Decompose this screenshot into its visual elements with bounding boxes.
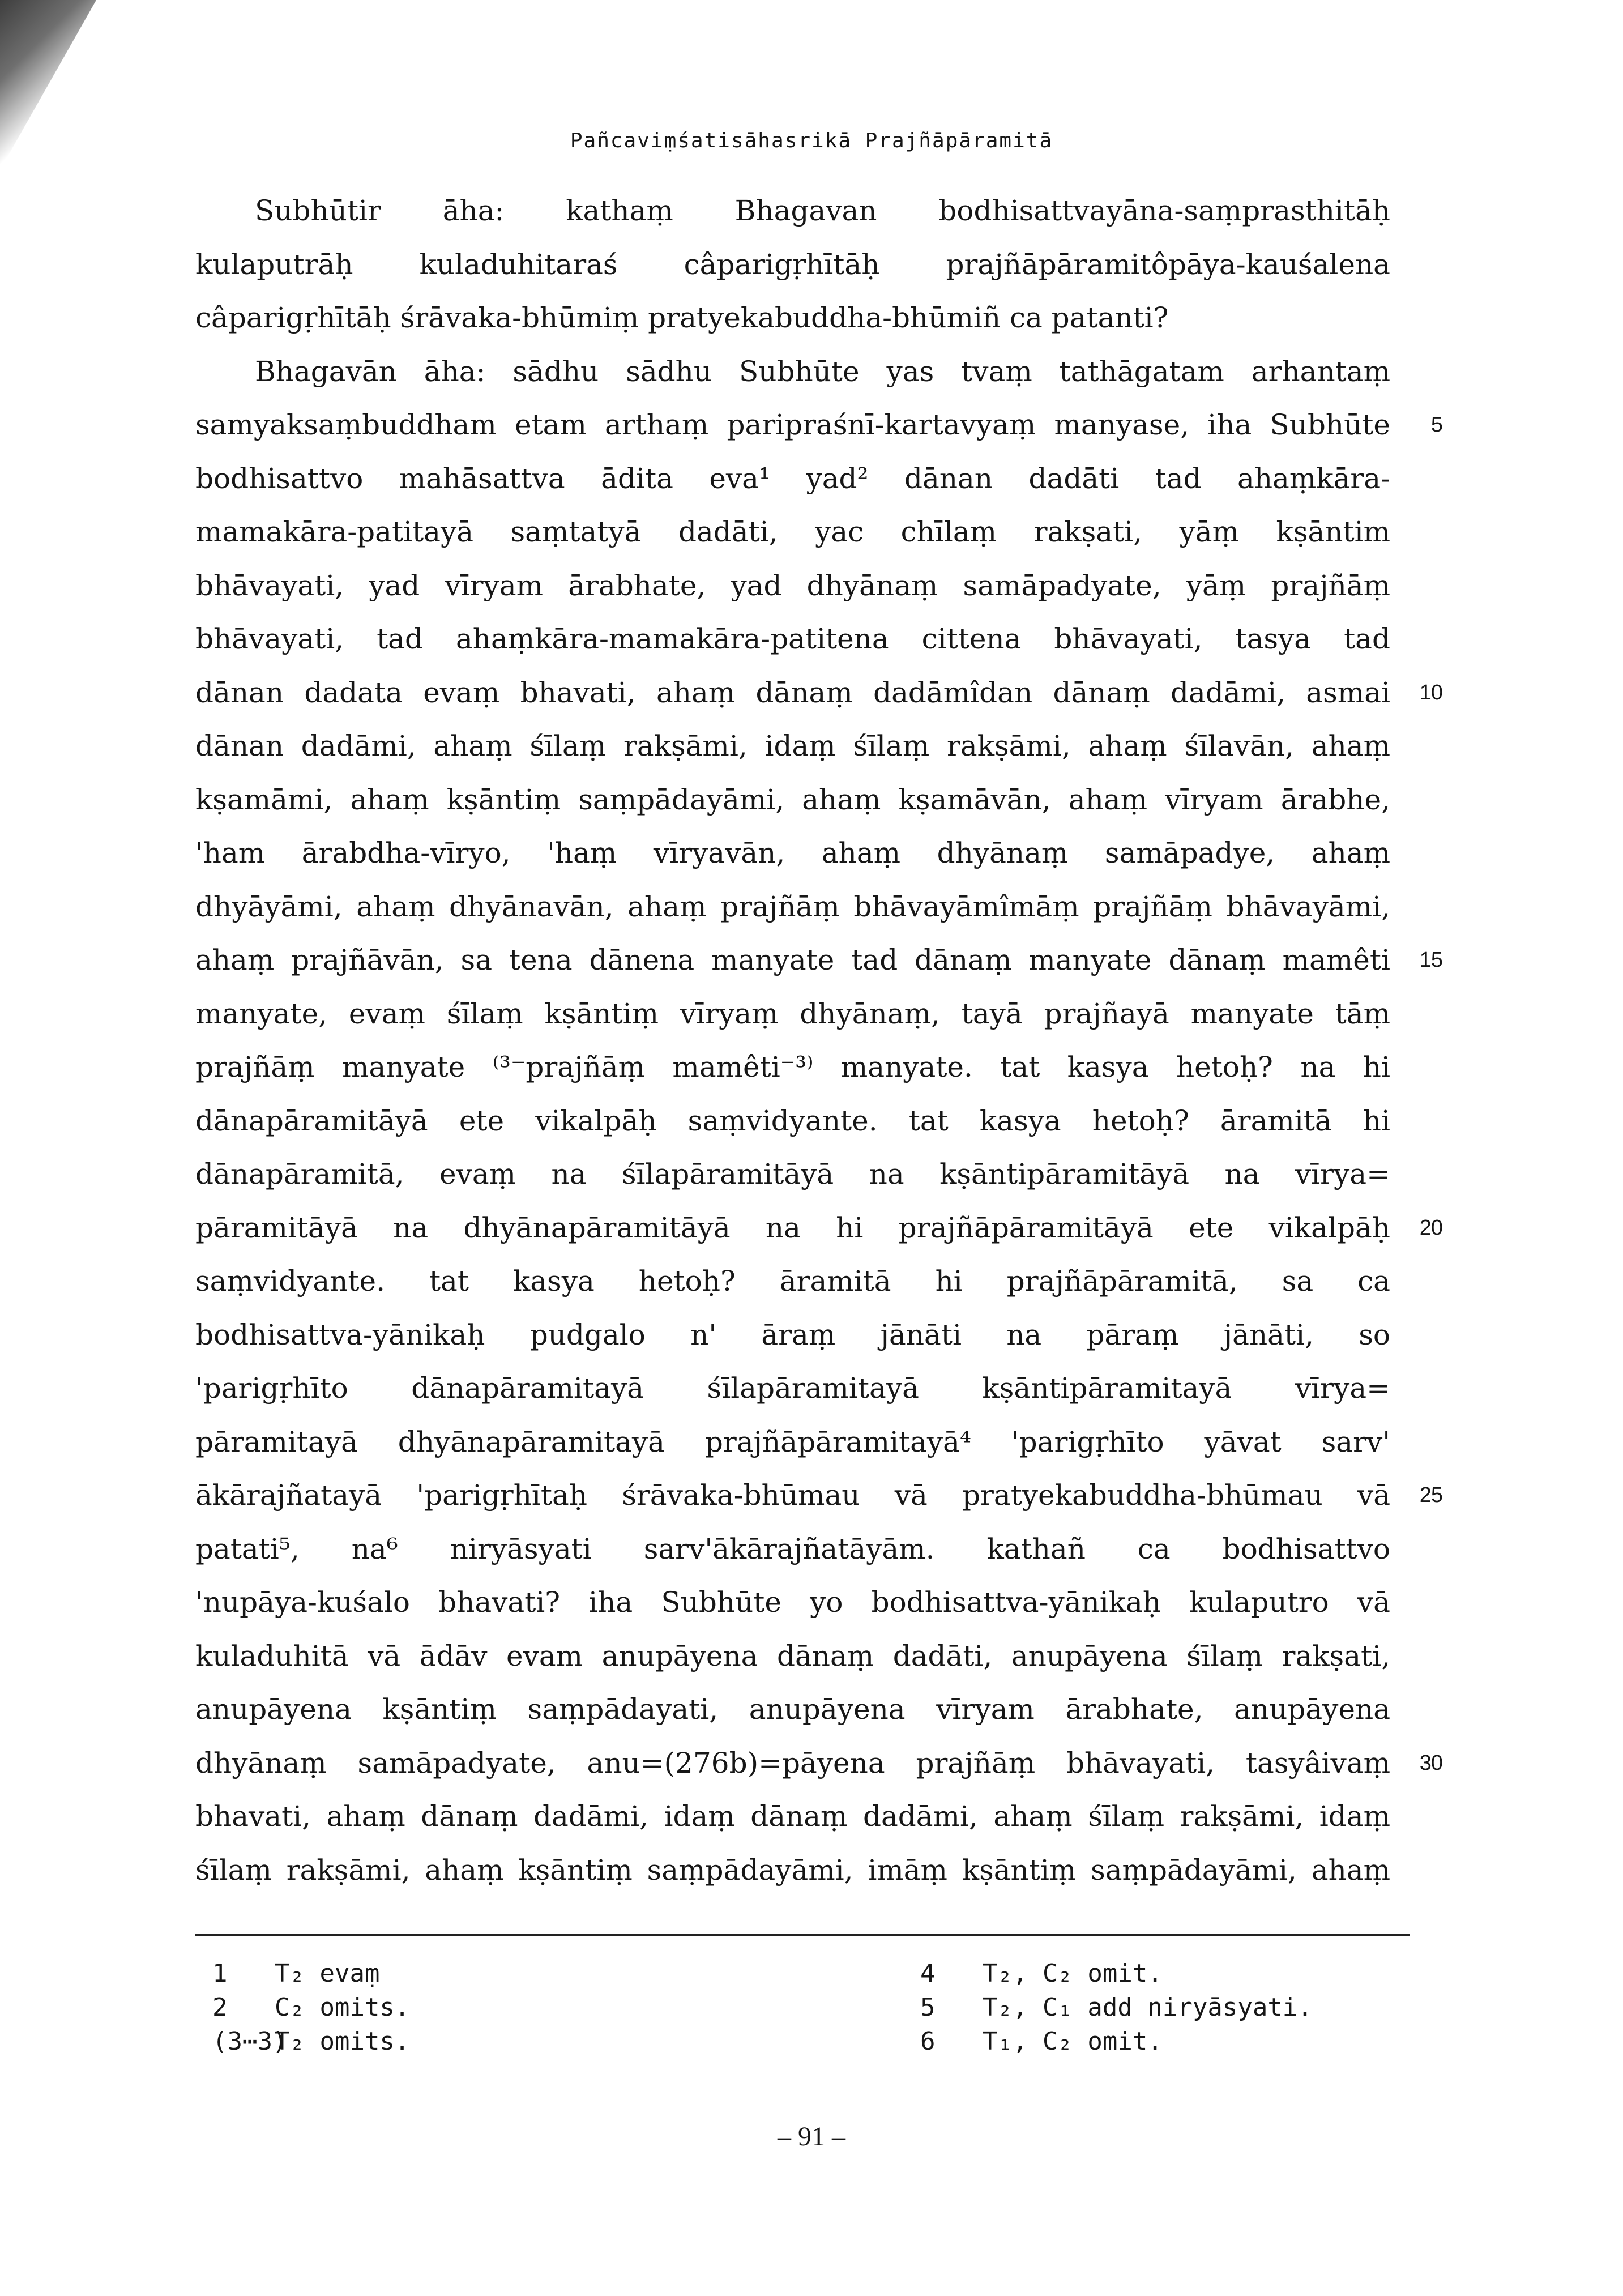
text-line-content: mamakāra-patitayā saṃtatyā dadāti, yac chīlaṃ rakṣati, yāṃ kṣāntim [195,515,1390,548]
text-line [195,1736,1442,1790]
text-line-content: dānapāramitā, evaṃ na śīlapāramitāyā na kṣāntipāramitāyā na vīrya= [195,1158,1390,1190]
text-line [195,1415,1390,1469]
page-number: – 91 – [778,2122,845,2152]
footnote-text: C₂ omits. [275,1993,410,2022]
text-line [195,826,1390,880]
text-line [195,1576,1390,1629]
text-line [195,987,1390,1041]
text-line-content: Bhagavān āha: sādhu sādhu Subhūte yas tvaṃ tathāgatam arhantaṃ [255,355,1390,388]
text-line [195,1843,1390,1897]
text-line-content: câparigṛhītāḥ śrāvaka-bhūmiṃ pratyekabuddha-bhūmiñ ca patanti? [195,301,1169,334]
text-line-content: dānapāramitāyā ete vikalpāḥ saṃvidyante. tat kasya hetoḥ? āramitā hi [195,1104,1390,1137]
footnote-mark: 6 [920,2027,936,2056]
text-line-content: kṣamāmi, ahaṃ kṣāntiṃ saṃpādayāmi, ahaṃ kṣamāvān, ahaṃ vīryam ārabhe, [195,783,1390,816]
line-number: 25 [1419,1483,1442,1507]
text-line-content: dhyānaṃ samāpadyate, anu=(276b)=pāyena prajñāṃ bhāvayati, tasyâivaṃ [195,1746,1390,1779]
footnote-text: T₂ omits. [275,2027,410,2056]
text-line [195,184,1390,238]
text-line [195,291,1390,345]
text-line-content: Subhūtir āha: kathaṃ Bhagavan bodhisattvayāna-saṃprasthitāḥ [255,194,1390,227]
text-line-content: pāramitayā dhyānapāramitayā prajñāpāramitayā⁴ 'parigṛhīto yāvat sarv' [195,1425,1390,1458]
footnote-mark: 5 [920,1993,936,2022]
text-line-content: ahaṃ prajñāvān, sa tena dānena manyate tad dānaṃ manyate dānaṃ mamêti [195,944,1390,976]
text-line-content: bhāvayati, tad ahaṃkāra-mamakāra-patitena cittena bhāvayati, tasya tad [195,622,1390,655]
text-line-content: kulaputrāḥ kuladuhitaraś câparigṛhītāḥ prajñāpāramitôpāya-kauśalena [195,247,1390,281]
text-line-content: dhyāyāmi, ahaṃ dhyānavān, ahaṃ prajñāṃ bhāvayāmîmāṃ prajñāṃ bhāvayāmi, [195,890,1390,923]
footnote-text: T₂, C₁ add niryāsyati. [983,1993,1313,2022]
text-line [195,1469,1442,1522]
footnote-rule [195,1934,1410,1936]
footnote-text: T₂ evaṃ [275,1959,380,1988]
footnote-mark: 2 [212,1993,228,2022]
text-line [195,666,1442,720]
text-line [195,1629,1390,1683]
text-line-content: bhāvayati, yad vīryam ārabhate, yad dhyānaṃ samāpadyate, yāṃ prajñāṃ [195,569,1390,602]
text-line-content: dānan dadāmi, ahaṃ śīlaṃ rakṣāmi, idaṃ śīlaṃ rakṣāmi, ahaṃ śīlavān, ahaṃ [195,729,1390,762]
running-head: Pañcaviṃśatisāhasrikā Prajñāpāramitā [570,129,1053,152]
text-line-content: prajñāṃ manyate ⁽³⁻prajñāṃ mamêti⁻³⁾ manyate. tat kasya hetoḥ? na hi [195,1051,1390,1083]
text-line [195,1683,1390,1736]
text-line [195,1201,1442,1255]
footnote-text: T₂, C₂ omit. [983,1959,1163,1988]
text-line [195,1362,1390,1415]
text-line-content: bhavati, ahaṃ dānaṃ dadāmi, idaṃ dānaṃ dadāmi, ahaṃ śīlaṃ rakṣāmi, idaṃ [195,1800,1390,1833]
text-line [195,1147,1390,1201]
footnote [903,1957,1313,1991]
footnote-text: T₁, C₂ omit. [983,2027,1163,2056]
text-line [195,719,1390,773]
text-line-content: bodhisattvo mahāsattva ādita eva¹ yad² dānan dadāti tad ahaṃkāra- [195,462,1390,495]
footnote-mark: 1 [212,1959,228,1988]
text-line [195,345,1390,399]
text-line-content: kuladuhitā vā ādāv evam anupāyena dānaṃ dadāti, anupāyena śīlaṃ rakṣati, [195,1639,1390,1672]
line-number: 10 [1419,680,1442,705]
text-line-content: dānan dadata evaṃ bhavati, ahaṃ dānaṃ dadāmîdan dānaṃ dadāmi, asmai [195,676,1390,709]
line-number: 15 [1419,948,1442,972]
text-line [195,1522,1390,1576]
text-line-content: pāramitāyā na dhyānapāramitāyā na hi prajñāpāramitāyā ete vikalpāḥ [195,1211,1390,1244]
text-line-content: samyaksaṃbuddham etam arthaṃ paripraśnī-kartavyaṃ manyase, iha Subhūte [195,408,1390,441]
footnote [903,1991,1313,2025]
text-line-content: anupāyena kṣāntiṃ saṃpādayati, anupāyena vīryam ārabhate, anupāyena [195,1693,1390,1726]
footnotes-right-column [903,1957,1313,2059]
footnote [903,2025,1313,2059]
footnote [195,2025,409,2059]
text-line [195,559,1390,613]
footnote-mark: (3⋯3) [212,2027,288,2056]
text-line-content: bodhisattva-yānikaḥ pudgalo n' āraṃ jānāti na pāraṃ jānāti, so [195,1318,1390,1351]
text-line-content: patati⁵, na⁶ niryāsyati sarv'ākārajñatāyām. kathañ ca bodhisattvo [195,1532,1390,1565]
footnote [195,1991,409,2025]
text-line-content: 'ham ārabdha-vīryo, 'haṃ vīryavān, ahaṃ dhyānaṃ samāpadye, ahaṃ [195,837,1390,869]
line-number: 20 [1419,1215,1442,1240]
text-line [195,773,1390,827]
text-line-content: 'nupāya-kuśalo bhavati? iha Subhūte yo bodhisattva-yānikaḥ kulaputro vā [195,1586,1390,1619]
text-line [195,1308,1390,1362]
text-line-content: ākārajñatayā 'parigṛhītaḥ śrāvaka-bhūmau vā pratyekabuddha-bhūmau vā [195,1479,1390,1512]
text-line [195,1254,1390,1308]
text-line-content: manyate, evaṃ śīlaṃ kṣāntiṃ vīryaṃ dhyānaṃ, tayā prajñayā manyate tāṃ [195,997,1390,1030]
text-line [195,612,1390,666]
text-line [195,933,1442,987]
text-line [195,1094,1390,1148]
text-line [195,1790,1390,1843]
text-line [195,880,1390,934]
text-line [195,505,1390,559]
footnote-mark: 4 [920,1959,936,1988]
text-line-content: śīlaṃ rakṣāmi, ahaṃ kṣāntiṃ saṃpādayāmi, imāṃ kṣāntiṃ saṃpādayāmi, ahaṃ [195,1853,1390,1887]
text-line [195,452,1390,506]
line-number: 5 [1430,413,1442,437]
body-text [195,184,1442,1897]
line-number: 30 [1419,1751,1442,1775]
text-line [195,238,1390,292]
footnote [195,1957,409,1991]
text-line-content: 'parigṛhīto dānapāramitayā śīlapāramitayā kṣāntipāramitayā vīrya= [195,1372,1390,1405]
text-line [195,1040,1390,1094]
text-line-content: saṃvidyante. tat kasya hetoḥ? āramitā hi prajñāpāramitā, sa ca [195,1265,1390,1298]
footnotes-left-column [195,1957,409,2059]
text-line [195,398,1442,452]
